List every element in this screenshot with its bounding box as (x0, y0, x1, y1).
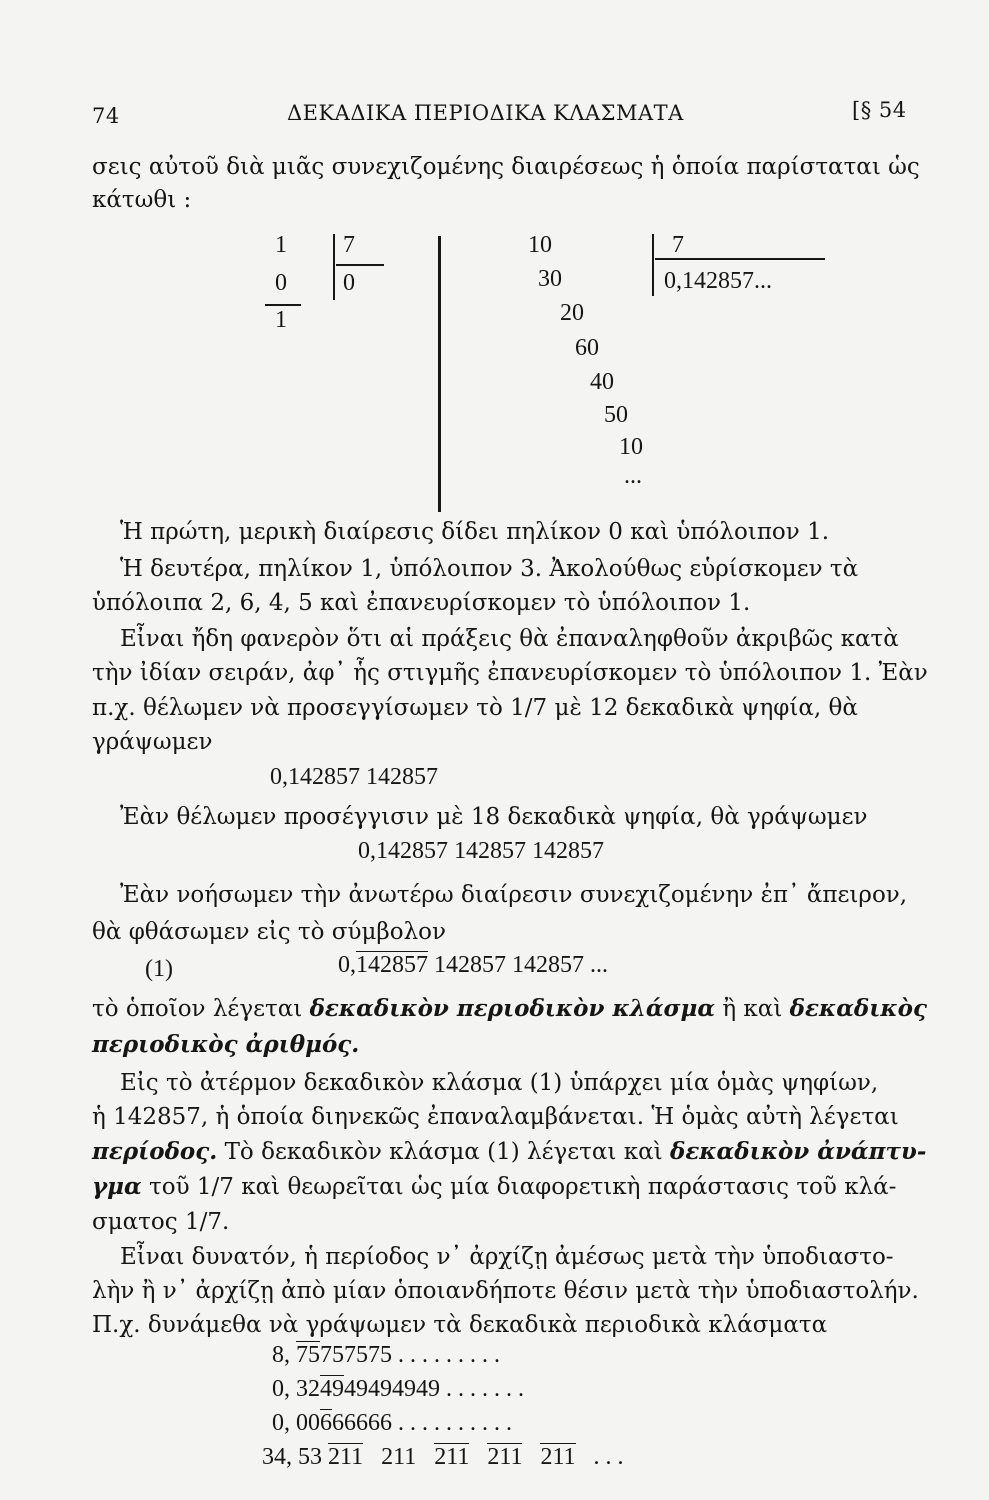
example-periodic (272, 1410, 512, 1437)
period-overline: 211 (434, 1444, 470, 1470)
divisor: 7 (343, 232, 355, 258)
intro-line-2: κάτωθι : (92, 187, 192, 213)
term-bold: γμα (92, 1173, 142, 1200)
example-periodic (262, 1444, 624, 1471)
remainder: 1 (275, 307, 287, 333)
repeated-digits: 142857 142857 ... (428, 952, 608, 978)
quotient: 0,142857... (664, 268, 772, 294)
period-overline: 6 (320, 1410, 332, 1436)
paragraph-line: λὴν ἢ ν᾽ ἀρχίζῃ ἀπὸ μίαν ὁποιανδήποτε θέσιν μετὰ τὴν ὑποδιαστολήν. (92, 1278, 919, 1304)
example-periodic (272, 1342, 500, 1369)
paragraph-line: γράψωμεν (92, 729, 213, 755)
paragraph-line: Ἐὰν θέλωμεν προσέγγισιν μὲ 18 δεκαδικὰ ψηφία, θὰ γράψωμεν (120, 804, 868, 830)
paragraph-line: Ἡ πρώτη, μερικὴ διαίρεσις δίδει πηλίκον 0 καὶ ὑπόλοιπον 1. (120, 519, 830, 545)
division-row: 10 (619, 434, 643, 460)
period-overline: 211 (328, 1444, 364, 1470)
division-row: 50 (604, 402, 628, 428)
division-row: ... (624, 463, 642, 489)
period-overline: 211 (540, 1444, 576, 1470)
division-bar (333, 234, 335, 300)
subtraction-line (265, 304, 301, 306)
ellipsis: . . . (593, 1444, 624, 1470)
equation: 0,142857 142857 (270, 764, 438, 790)
paragraph-line: ἡ 142857, ἡ ὁποία διηνεκῶς ἐπαναλαμβάνεται. Ἡ ὁμὰς αὐτὴ λέγεται (92, 1104, 899, 1130)
paragraph-line (92, 1170, 896, 1204)
paragraph-line: Εἶναι δυνατόν, ἡ περίοδος ν᾽ ἀρχίζῃ ἀμέσως μετὰ τὴν ὑποδιαστο- (120, 1244, 894, 1270)
text-span: ἢ καὶ (715, 996, 790, 1022)
equation-label: (1) (145, 956, 173, 982)
term-bold: δεκαδικὸς (789, 995, 927, 1022)
section-ref: [§ 54 (852, 98, 907, 122)
paragraph-line: θὰ φθάσωμεν εἰς τὸ σύμβολον (92, 919, 446, 945)
period-overline: 49 (320, 1376, 344, 1402)
paragraph-line: ὑπόλοιπα 2, 6, 4, 5 καὶ ἐπανευρίσκομεν τὸ ὑπόλοιπον 1. (92, 590, 751, 616)
paragraph-line: τὴν ἰδίαν σειράν, ἀφ᾽ ἧς στιγμῆς ἐπανευρίσκομεν τὸ ὑπόλοιπον 1. Ἐὰν (92, 660, 928, 686)
integer-part: 0, 32 (272, 1376, 320, 1402)
term-bold: δεκαδικὸν ἀνάπτυ- (669, 1138, 927, 1165)
integer-part: 0, (338, 952, 356, 978)
division-row: 30 (538, 266, 562, 292)
paragraph-line: Π.χ. δυνάμεθα νὰ γράψωμεν τὰ δεκαδικὰ περιοδικὰ κλάσματα (92, 1312, 828, 1338)
paragraph-line (92, 992, 927, 1026)
division-row: 10 (528, 232, 552, 258)
division-row: 20 (560, 300, 584, 326)
ellipsis: . . . . . . . . . . (398, 1410, 512, 1436)
paragraph-line (92, 1135, 926, 1169)
divisor: 7 (672, 232, 684, 258)
repeated-group: 211 (381, 1444, 417, 1470)
text-span: τοῦ 1/7 καὶ θεωρεῖται ὡς μία διαφορετικὴ παράστασις τοῦ κλά- (141, 1174, 897, 1200)
division-row: 60 (575, 335, 599, 361)
integer-part: 0, 00 (272, 1410, 320, 1436)
period-overline: 211 (487, 1444, 523, 1470)
intro-line-1: σεις αὐτοῦ διὰ μιᾶς συνεχιζομένης διαιρέσεως ἡ ὁποία παρίσταται ὡς (92, 154, 920, 180)
paragraph-line: περιοδικὸς ἀριθμός. (92, 1031, 360, 1058)
period-overline: 142857 (356, 952, 428, 978)
paragraph-line: Εἰς τὸ ἀτέρμον δεκαδικὸν κλάσμα (1) ὑπάρχει μία ὁμὰς ψηφίων, (120, 1070, 879, 1096)
paragraph-line: Ἡ δευτέρα, πηλίκον 1, ὑπόλοιπον 3. Ἀκολούθως εὑρίσκομεν τὰ (120, 556, 859, 582)
product: 0 (275, 270, 287, 296)
paragraph-line: σματος 1/7. (92, 1209, 230, 1235)
division-row: 40 (590, 369, 614, 395)
equation-periodic (338, 952, 608, 979)
period-overline: 75 (296, 1342, 320, 1368)
text-span: τὸ ὁποῖον λέγεται (92, 996, 310, 1022)
repeated-digits: 757575 (320, 1342, 392, 1368)
text-span: Τὸ δεκαδικὸν κλάσμα (1) λέγεται καὶ (217, 1139, 670, 1165)
ellipsis: . . . . . . . . . (398, 1342, 500, 1368)
ellipsis: . . . . . . . (446, 1376, 524, 1402)
paragraph-line: Ἐὰν νοήσωμεν τὴν ἀνωτέρω διαίρεσιν συνεχιζομένην ἐπ᾽ ἄπειρον, (120, 882, 908, 908)
term-bold: περίοδος. (92, 1138, 218, 1165)
equation: 0,142857 142857 142857 (358, 838, 604, 864)
repeated-digits: 49494949 (344, 1376, 440, 1402)
integer-part: 8, (272, 1342, 296, 1368)
division-bar (652, 234, 654, 296)
quotient-line (336, 264, 384, 266)
page-number: 74 (92, 104, 120, 128)
paragraph-line: π.χ. θέλωμεν νὰ προσεγγίσωμεν τὸ 1/7 μὲ 12 δεκαδικὰ ψηφία, θὰ (92, 695, 858, 721)
paragraph-line: Εἶναι ἤδη φανερὸν ὅτι αἱ πράξεις θὰ ἐπαναληφθοῦν ἀκριβῶς κατὰ (120, 626, 899, 652)
column-separator (438, 236, 441, 512)
repeated-digits: 66666 (332, 1410, 392, 1436)
integer-part: 34, 53 (262, 1444, 328, 1470)
example-periodic (272, 1376, 524, 1403)
quotient: 0 (343, 270, 355, 296)
term-bold: δεκαδικὸν περιοδικὸν κλάσμα (309, 995, 716, 1022)
dividend: 1 (275, 232, 287, 258)
running-title: ΔΕΚΑΔΙΚΑ ΠΕΡΙΟΔΙΚΑ ΚΛΑΣΜΑΤΑ (287, 101, 684, 125)
